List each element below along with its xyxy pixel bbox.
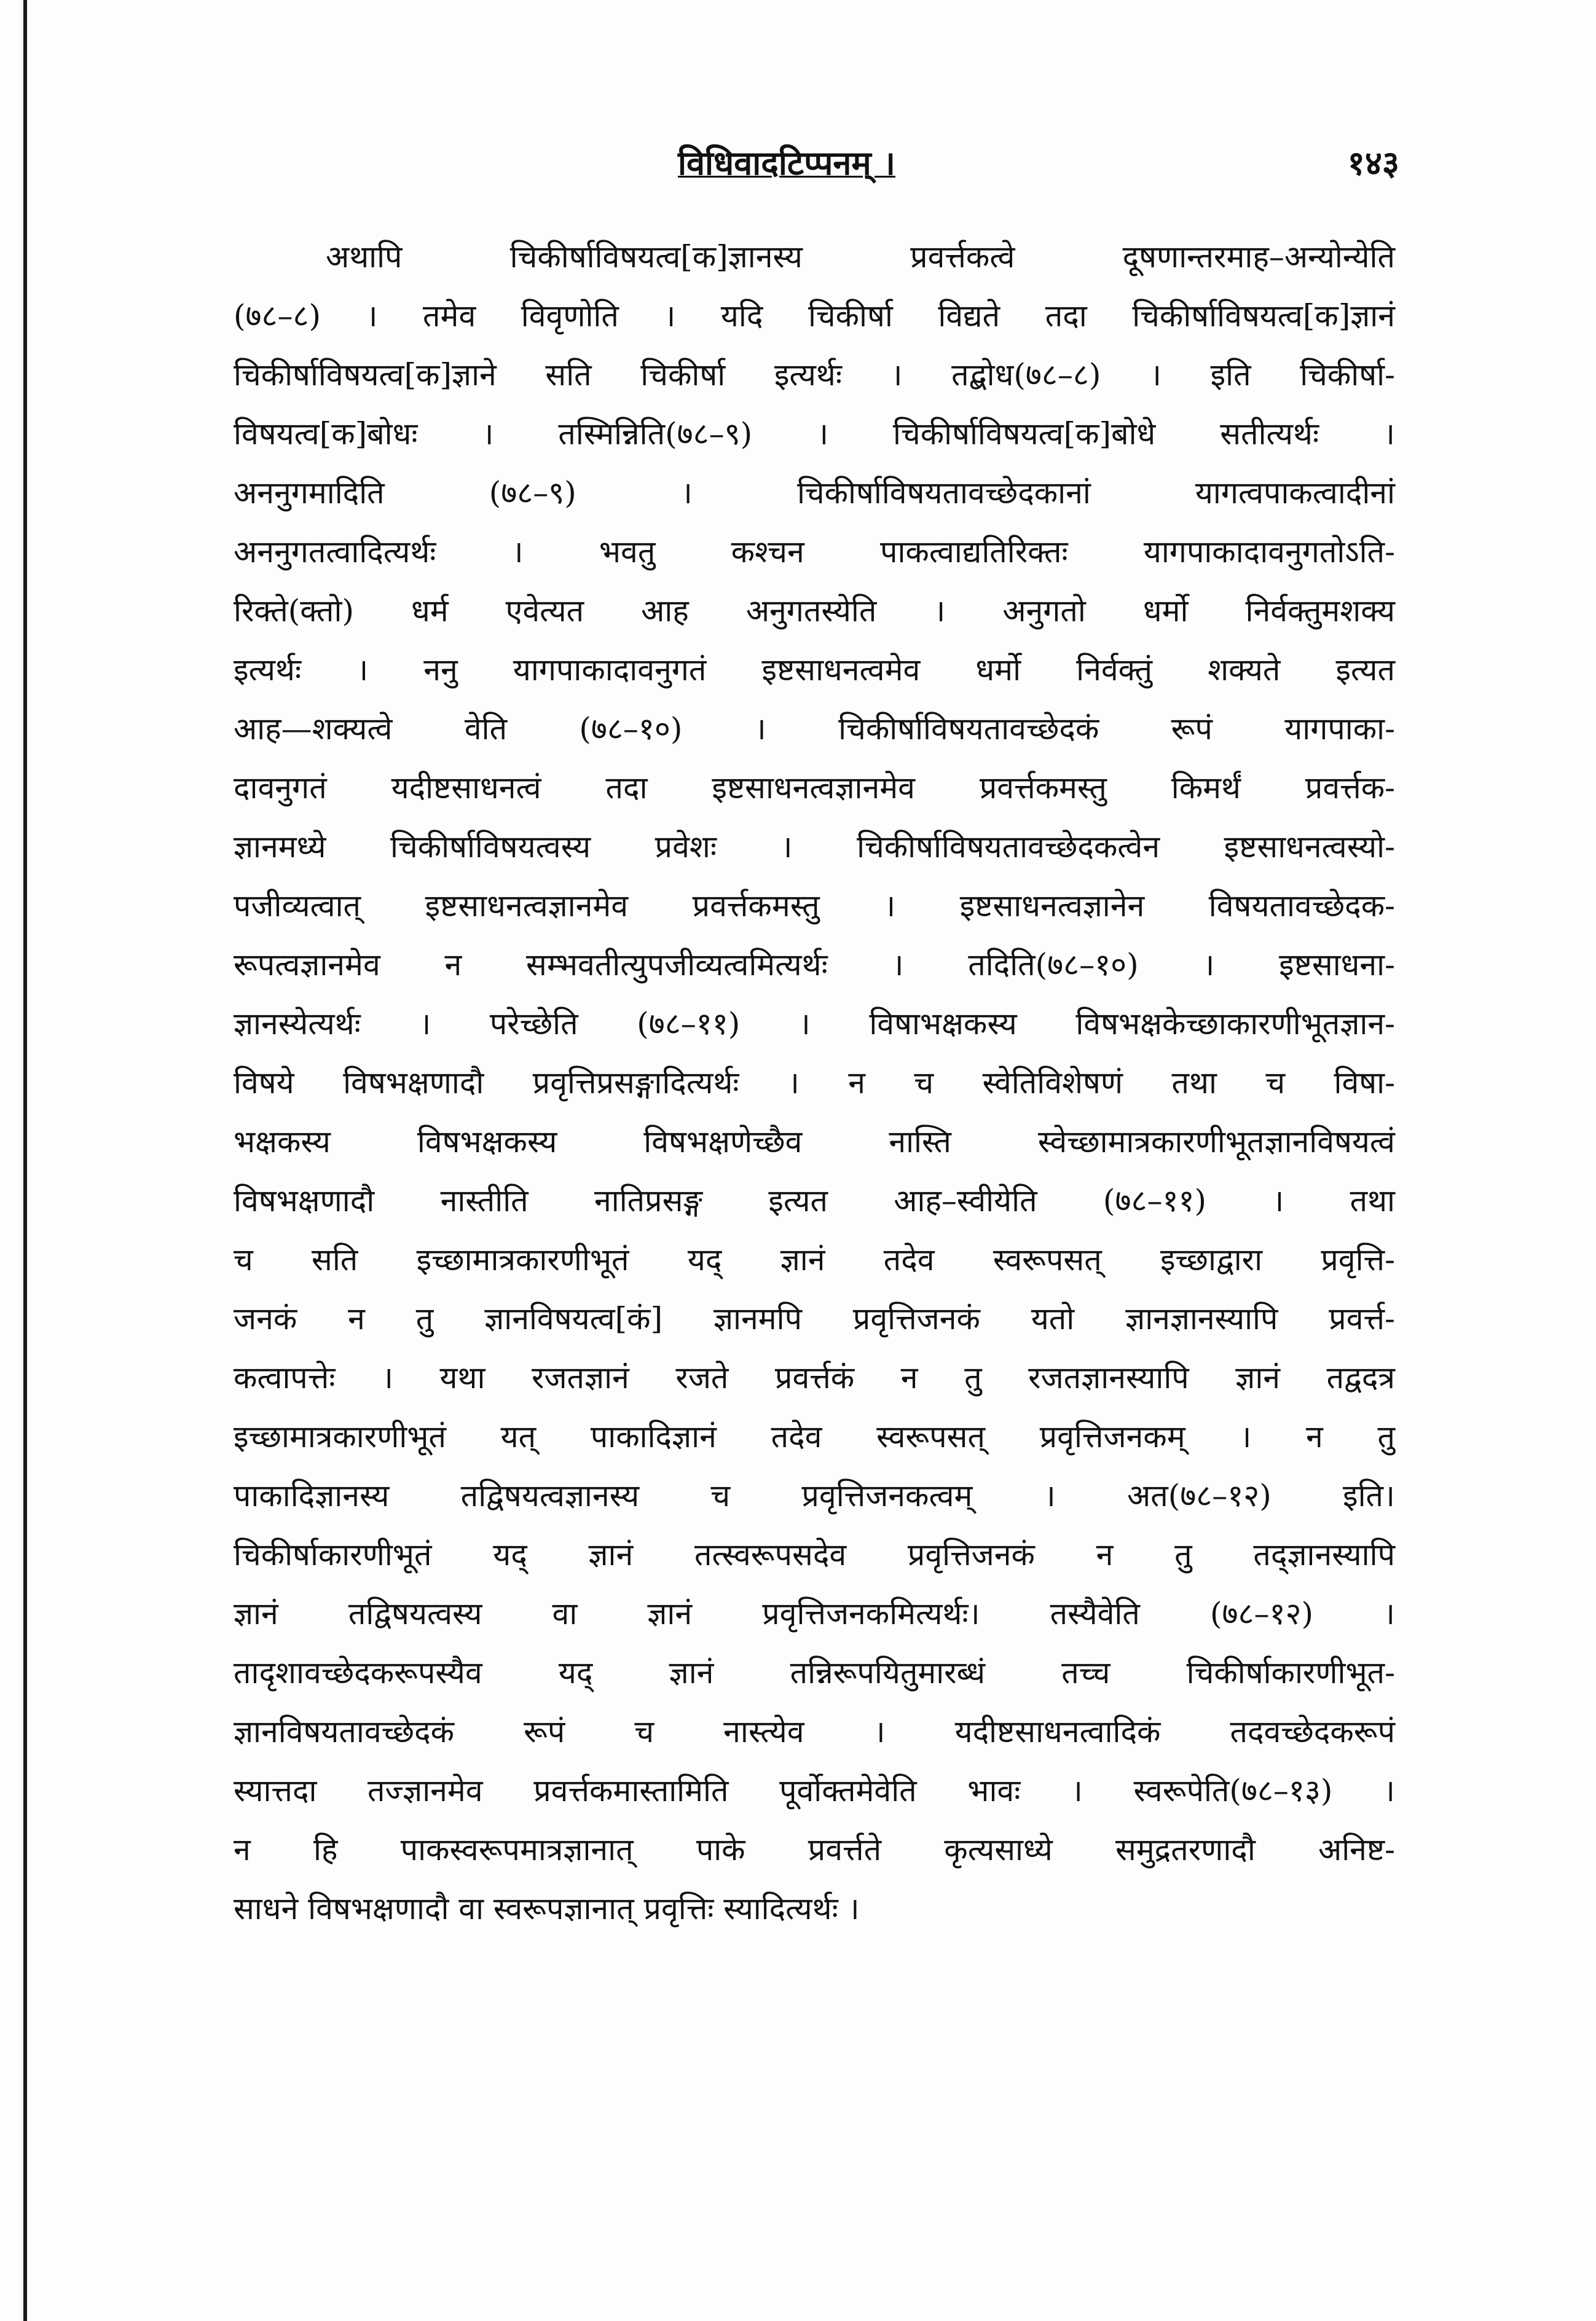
text-line: चिकीर्षाविषयत्व[क]ज्ञाने सति चिकीर्षा इत्यर्थः । तद्बोध(७८–८) । इति चिकीर्षा- bbox=[234, 357, 1395, 393]
text-line: न हि पाकस्वरूपमात्रज्ञानात् पाके प्रवर्त्तते कृत्यसाध्ये समुद्रतरणादौ अनिष्ट- bbox=[234, 1832, 1395, 1867]
text-line: चिकीर्षाकारणीभूतं यद् ज्ञानं तत्स्वरूपसदेव प्रवृत्तिजनकं न तु तद्ज्ञानस्यापि bbox=[234, 1537, 1395, 1573]
text-line: विषये विषभक्षणादौ प्रवृत्तिप्रसङ्गादित्यर्थः । न च स्वेतिविशेषणं तथा च विषा- bbox=[234, 1065, 1395, 1101]
text-line: रूपत्वज्ञानमेव न सम्भवतीत्युपजीव्यत्वमित्यर्थः । तदिति(७८–१०) । इष्टसाधना- bbox=[234, 947, 1395, 983]
text-line: इच्छामात्रकारणीभूतं यत् पाकादिज्ञानं तदेव स्वरूपसत् प्रवृत्तिजनकम् । न तु bbox=[234, 1419, 1395, 1455]
text-line: विषभक्षणादौ नास्तीति नातिप्रसङ्ग इत्यत आह–स्वीयेति (७८–११) । तथा bbox=[234, 1183, 1395, 1219]
text-line: पाकादिज्ञानस्य तद्विषयत्वज्ञानस्य च प्रवृत्तिजनकत्वम् । अत(७८–१२) इति। bbox=[234, 1478, 1395, 1514]
text-line: भक्षकस्य विषभक्षकस्य विषभक्षणेच्छैव नास्ति स्वेच्छामात्रकारणीभूतज्ञानविषयत्वं bbox=[234, 1124, 1395, 1160]
page-number: १४३ bbox=[1347, 143, 1399, 183]
running-title: विधिवादटिप्पनम् । bbox=[678, 143, 895, 183]
text-line: आह—शक्यत्वे वेति (७८–१०) । चिकीर्षाविषयतावच्छेदकं रूपं यागपाका- bbox=[234, 711, 1395, 747]
text-line: जनकं न तु ज्ञानविषयत्व[कं] ज्ञानमपि प्रवृत्तिजनकं यतो ज्ञानज्ञानस्यापि प्रवर्त्त- bbox=[234, 1301, 1395, 1337]
text-line: साधने विषभक्षणादौ वा स्वरूपज्ञानात् प्रवृत्तिः स्यादित्यर्थः । bbox=[234, 1891, 860, 1926]
text-line: ज्ञानस्येत्यर्थः । परेच्छेति (७८–११) । विषाभक्षकस्य विषभक्षकेच्छाकारणीभूतज्ञान- bbox=[234, 1006, 1395, 1042]
text-line: ज्ञानं तद्विषयत्वस्य वा ज्ञानं प्रवृत्तिजनकमित्यर्थः। तस्यैवेति (७८–१२) । bbox=[234, 1596, 1395, 1632]
text-line: दावनुगतं यदीष्टसाधनत्वं तदा इष्टसाधनत्वज्ञानमेव प्रवर्त्तकमस्तु किमर्थं प्रवर्त्तक- bbox=[234, 770, 1395, 806]
text-line: ज्ञानमध्ये चिकीर्षाविषयत्वस्य प्रवेशः । चिकीर्षाविषयतावच्छेदकत्वेन इष्टसाधनत्वस्यो- bbox=[234, 829, 1395, 865]
text-line: स्यात्तदा तज्ज्ञानमेव प्रवर्त्तकमास्तामिति पूर्वोक्तमेवेति भावः । स्वरूपेति(७८–१३) । bbox=[234, 1773, 1395, 1808]
text-line: ज्ञानविषयतावच्छेदकं रूपं च नास्त्येव । यदीष्टसाधनत्वादिकं तदवच्छेदकरूपं bbox=[234, 1714, 1395, 1750]
text-line: विषयत्व[क]बोधः । तस्मिन्निति(७८–९) । चिकीर्षाविषयत्व[क]बोधे सतीत्यर्थः । bbox=[234, 416, 1395, 452]
text-line: तादृशावच्छेदकरूपस्यैव यद् ज्ञानं तन्निरूपयितुमारब्धं तच्च चिकीर्षाकारणीभूत- bbox=[234, 1655, 1395, 1691]
text-line: अननुगतत्वादित्यर्थः । भवतु कश्चन पाकत्वाद्यतिरिक्तः यागपाकादावनुगतोऽति- bbox=[234, 534, 1395, 570]
text-line: अननुगमादिति (७८–९) । चिकीर्षाविषयतावच्छेदकानां यागत्वपाकत्वादीनां bbox=[234, 475, 1395, 511]
text-line: (७८–८) । तमेव विवृणोति । यदि चिकीर्षा विद्यते तदा चिकीर्षाविषयत्व[क]ज्ञानं bbox=[234, 298, 1395, 334]
binding-edge bbox=[23, 0, 27, 2321]
commentary-text bbox=[234, 227, 1395, 1938]
page-header bbox=[0, 129, 1596, 197]
text-line: च सति इच्छामात्रकारणीभूतं यद् ज्ञानं तदेव स्वरूपसत् इच्छाद्वारा प्रवृत्ति- bbox=[234, 1242, 1395, 1278]
text-line: पजीव्यत्वात् इष्टसाधनत्वज्ञानमेव प्रवर्त्तकमस्तु । इष्टसाधनत्वज्ञानेन विषयतावच्छेदक- bbox=[234, 888, 1395, 924]
text-line: कत्वापत्तेः । यथा रजतज्ञानं रजते प्रवर्त्तकं न तु रजतज्ञानस्यापि ज्ञानं तद्वदत्र bbox=[234, 1360, 1395, 1396]
text-line: रिक्ते(क्तो) धर्म एवेत्यत आह अनुगतस्येति । अनुगतो धर्मो निर्वक्तुमशक्य bbox=[234, 593, 1395, 629]
text-line: अथापि चिकीर्षाविषयत्व[क]ज्ञानस्य प्रवर्त्तकत्वे दूषणान्तरमाह–अन्योन्येति bbox=[326, 239, 1395, 275]
text-line: इत्यर्थः । ननु यागपाकादावनुगतं इष्टसाधनत्वमेव धर्मो निर्वक्तुं शक्यते इत्यत bbox=[234, 652, 1395, 688]
